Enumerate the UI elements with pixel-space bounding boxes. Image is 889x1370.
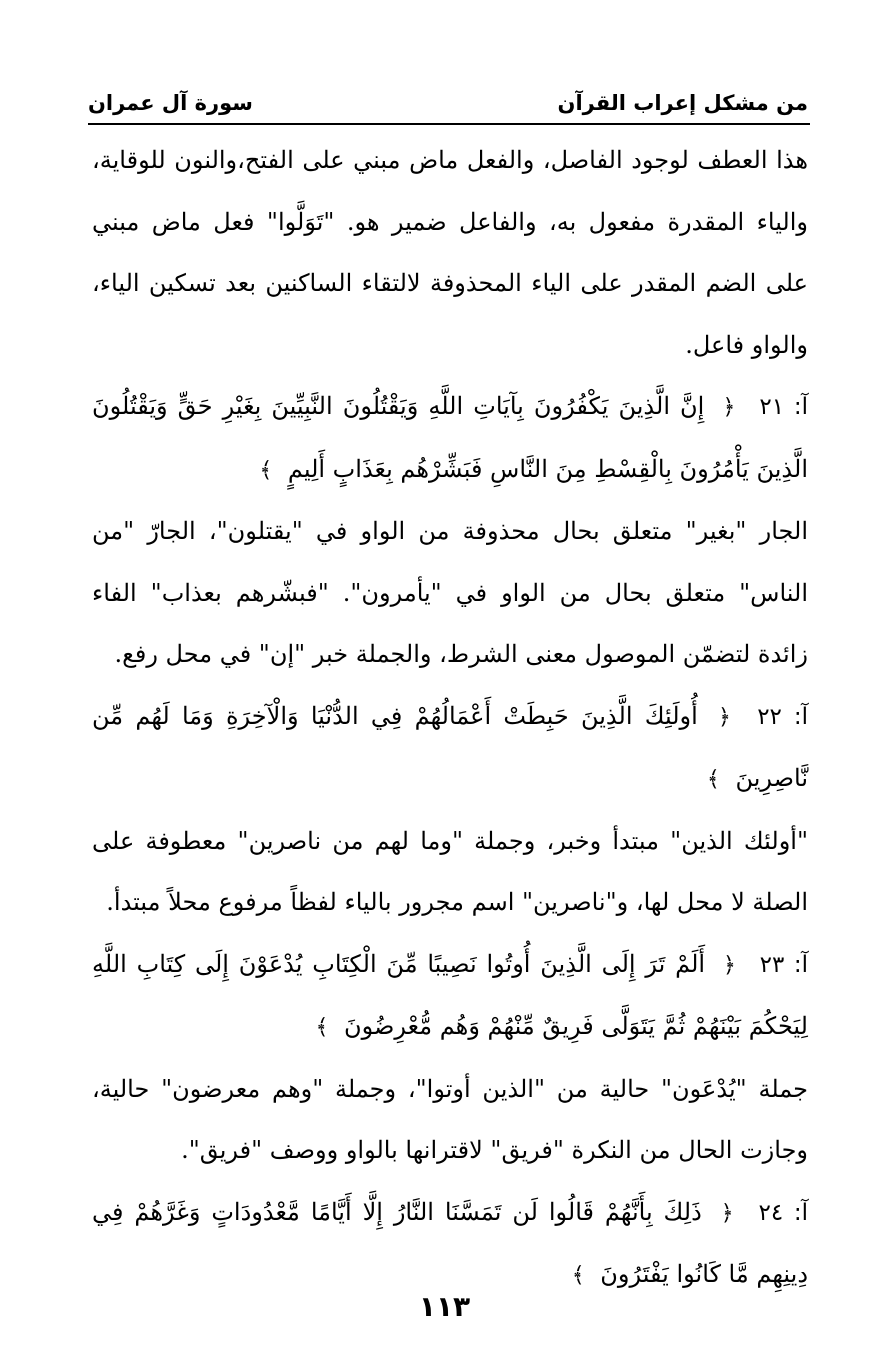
verse-21	[92, 376, 808, 501]
verse-open-bracket: ﴿	[720, 1200, 734, 1226]
verse-close-bracket: ﴾	[259, 457, 273, 483]
verse-open-bracket: ﴿	[718, 704, 731, 730]
verse-text: إِنَّ الَّذِينَ يَكْفُرُونَ بِآيَاتِ اللَّهِ وَيَقْتُلُونَ النَّبِيِّينَ بِغَيْرِ حَقٍّ وَيَقْتُلُونَ الَّذِينَ يَأْمُرُونَ بِالْقِسْطِ مِنَ النَّاسِ فَبَشِّرْهُم بِعَذَابٍ أَلِيمٍ	[92, 392, 808, 483]
page-number: ١١٣	[418, 1290, 471, 1323]
verse-text: ذَلِكَ بِأَنَّهُمْ قَالُوا لَن تَمَسَّنَا النَّارُ إِلَّا أَيَّامًا مَّعْدُودَاتٍ وَغَرَّهُمْ فِي دِينِهِم مَّا كَانُوا يَفْتَرُونَ	[92, 1197, 808, 1288]
verse-number: آ: ٢٤	[758, 1199, 808, 1226]
commentary-paragraph-1: هذا العطف لوجود الفاصل، والفعل ماض مبني على الفتح،والنون للوقاية، والياء المقدرة مفعول به، والفاعل ضمير هو. "تَوَلَّوا" فعل ماض مبني على الضم المقدر على الياء المحذوفة لالتقاء الساكنين بعد تسكين الياء، والواو فاعل.	[92, 146, 808, 359]
verse-close-bracket: ﴾	[706, 767, 720, 792]
page-body	[92, 130, 808, 1307]
running-header	[88, 85, 808, 125]
book-title: من مشكل إعراب القرآن	[557, 91, 808, 115]
surah-title: سورة آل عمران	[88, 91, 253, 115]
verse-number: آ: ٢١	[759, 394, 809, 420]
commentary-paragraph-2: الجار "بغير" متعلق بحال محذوفة من الواو في "يقتلون"، الجارّ "من الناس" متعلق بحال من الواو في "يأمرون". "فبشّرهم بعذاب" الفاء زائدة لتضمّن الموصول معنى الشرط، والجملة خبر "إن" في محل رفع.	[92, 517, 808, 668]
verse-number: آ: ٢٣	[759, 951, 809, 978]
verse-22	[92, 686, 808, 811]
verse-close-bracket: ﴾	[571, 1263, 585, 1288]
verse-23	[92, 934, 808, 1059]
header-divider	[88, 123, 810, 125]
verse-text: أُولَئِكَ الَّذِينَ حَبِطَتْ أَعْمَالُهُمْ فِي الدُّنْيَا وَالْآخِرَةِ وَمَا لَهُم مِّن نَّاصِرِينَ	[92, 701, 808, 792]
commentary-paragraph-3: "أولئك الذين" مبتدأ وخبر، وجملة "وما لهم من ناصرين" معطوفة على الصلة لا محل لها، و"ناصرين" اسم مجرور بالياء لفظاً مرفوع محلاً مبتدأ.	[92, 826, 808, 916]
verse-open-bracket: ﴿	[722, 395, 736, 420]
verse-24	[92, 1182, 808, 1307]
verse-number: آ: ٢٢	[757, 703, 808, 730]
verse-close-bracket: ﴾	[315, 1015, 329, 1040]
verse-text: أَلَمْ تَرَ إِلَى الَّذِينَ أُوتُوا نَصِيبًا مِّنَ الْكِتَابِ يُدْعَوْنَ إِلَى كِتَابِ اللَّهِ لِيَحْكُمَ بَيْنَهُمْ ثُمَّ يَتَوَلَّى فَرِيقٌ مِّنْهُمْ وَهُم مُّعْرِضُونَ	[92, 949, 808, 1040]
commentary-paragraph-4: جملة "يُدْعَون" حالية من "الذين أوتوا"، وجملة "وهم معرضون" حالية، وجازت الحال من النكرة "فريق" لاقترانها بالواو ووصف "فريق".	[92, 1074, 808, 1164]
verse-open-bracket: ﴿	[722, 952, 736, 978]
